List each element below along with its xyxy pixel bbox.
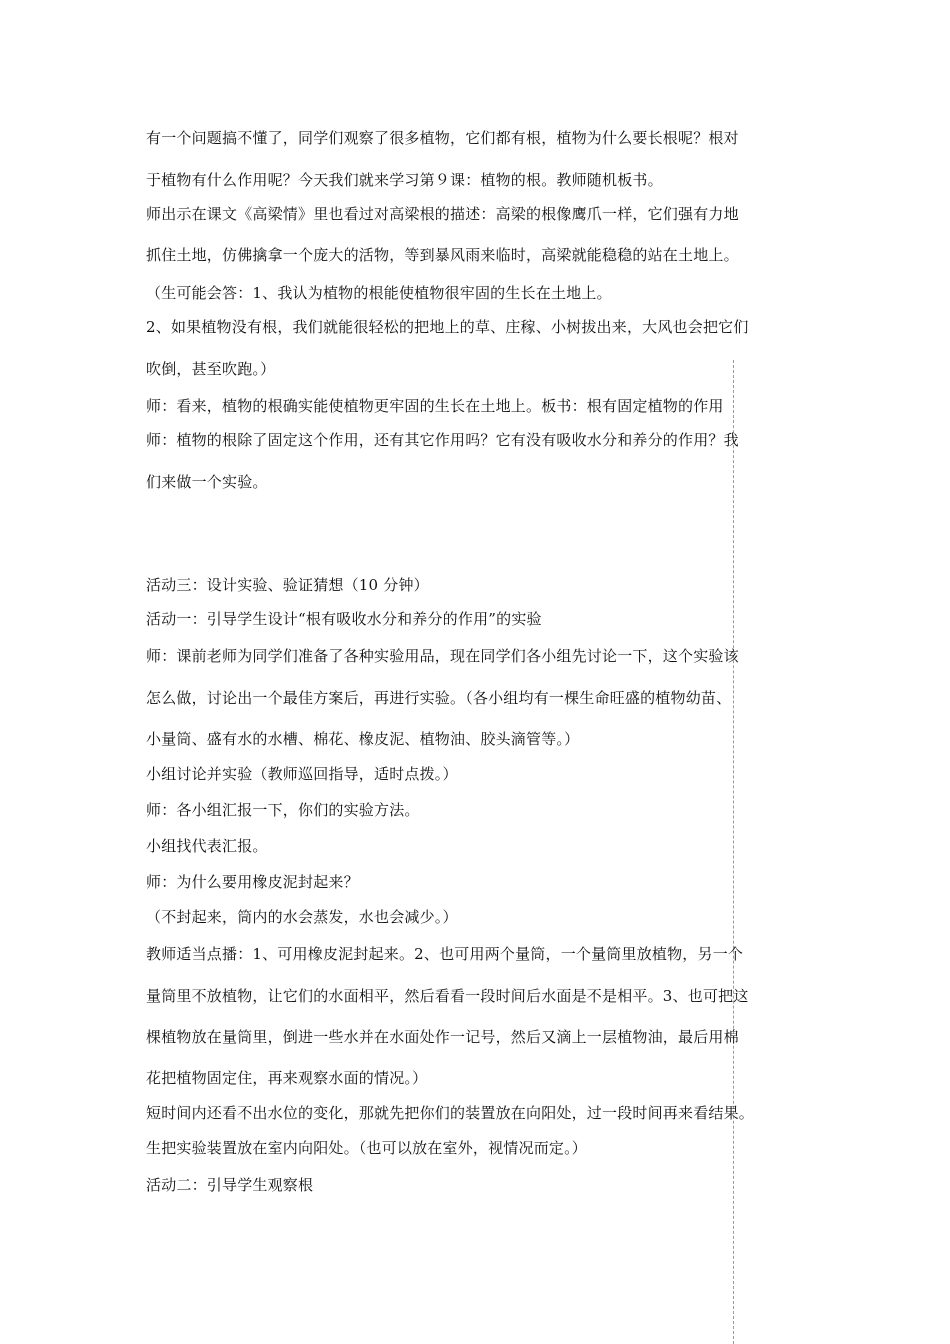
text-line: （不封起来，筒内的水会蒸发，水也会减少。） (146, 908, 458, 926)
text-line: 生把实验装置放在室内向阳处。（也可以放在室外，视情况而定。） (146, 1139, 588, 1157)
text-line: 小组讨论并实验（教师巡回指导，适时点拨。） (146, 765, 458, 783)
text-line: 量筒里不放植物，让它们的水面相平，然后看看一段时间后水面是不是相平。3、也可把这 (146, 987, 749, 1005)
text-line: 棵植物放在量筒里，倒进一些水并在水面处作一记号，然后又滴上一层植物油，最后用棉 (146, 1028, 739, 1046)
text-line: 教师适当点播：1、可用橡皮泥封起来。2、也可用两个量筒，一个量筒里放植物，另一个 (146, 945, 744, 963)
text-line: 有一个问题搞不懂了，同学们观察了很多植物，它们都有根，植物为什么要长根呢？根对 (146, 129, 739, 147)
text-line: 短时间内还看不出水位的变化，那就先把你们的装置放在向阳处，过一段时间再来看结果。 (146, 1104, 755, 1122)
text-line: 2、如果植物没有根，我们就能很轻松的把地上的草、庄稼、小树拔出来，大风也会把它们 (146, 318, 749, 336)
text-line: 师：课前老师为同学们准备了各种实验用品，现在同学们各小组先讨论一下，这个实验该 (146, 647, 739, 665)
section-heading: 活动二：引导学生观察根 (146, 1176, 314, 1194)
text-line: 们来做一个实验。 (146, 473, 268, 491)
text-line: 花把植物固定住，再来观察水面的情况。） (146, 1069, 428, 1087)
text-line: 师：各小组汇报一下，你们的实验方法。 (146, 801, 420, 819)
text-line: 于植物有什么作用呢？今天我们就来学习第９课：植物的根。教师随机板书。 (146, 171, 663, 189)
text-line: 小量筒、盛有水的水槽、棉花、橡皮泥、植物油、胶头滴管等。） (146, 730, 580, 748)
text-line: 小组找代表汇报。 (146, 837, 268, 855)
section-heading: 活动一：引导学生设计“根有吸收水分和养分的作用”的实验 (146, 610, 542, 628)
section-heading: 活动三：设计实验、验证猜想（10 分钟） (146, 576, 429, 594)
text-line: 吹倒，甚至吹跑。） (146, 360, 276, 378)
text-line: 怎么做，讨论出一个最佳方案后，再进行实验。（各小组均有一棵生命旺盛的植物幼苗、 (146, 689, 732, 707)
text-line: 抓住土地，仿佛擒拿一个庞大的活物，等到暴风雨来临时，高梁就能稳稳的站在土地上。 (146, 246, 739, 264)
text-line: 师：为什么要用橡皮泥封起来？ (146, 873, 359, 891)
text-line: 师：看来，植物的根确实能使植物更牢固的生长在土地上。板书：根有固定植物的作用 (146, 397, 724, 415)
text-line: （生可能会答：1、我认为植物的根能使植物很牢固的生长在土地上。 (146, 284, 612, 302)
text-line: 师：植物的根除了固定这个作用，还有其它作用吗？它有没有吸收水分和养分的作用？我 (146, 431, 739, 449)
text-line: 师出示在课文《高梁情》里也看过对高梁根的描述：高梁的根像鹰爪一样，它们强有力地 (146, 205, 739, 223)
